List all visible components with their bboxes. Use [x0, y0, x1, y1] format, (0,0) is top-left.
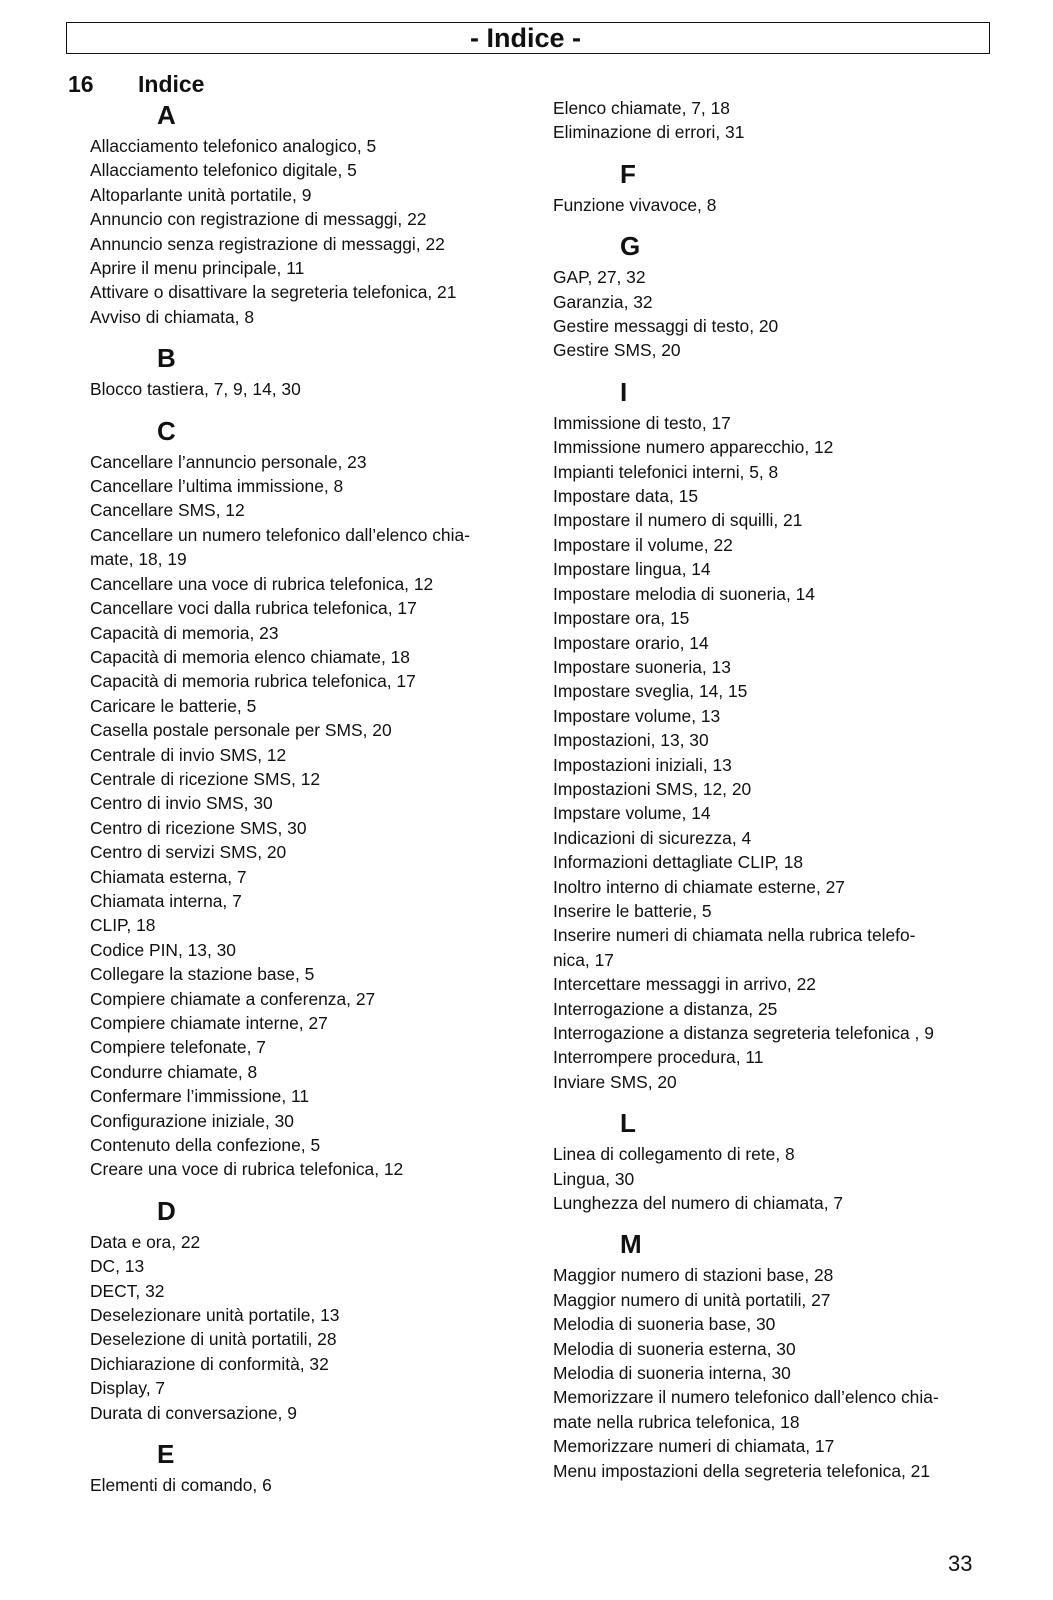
- index-letter-heading: B: [157, 343, 176, 374]
- index-group: [90, 339, 520, 401]
- index-group: [90, 412, 520, 1182]
- index-entry: Capacità di memoria rubrica telefonica, 17: [90, 671, 416, 692]
- index-entry: Cancellare SMS, 12: [90, 500, 245, 521]
- index-entry: DC, 13: [90, 1256, 145, 1277]
- index-entry: Impostare sveglia, 14, 15: [553, 681, 748, 702]
- index-entry: Compiere chiamate interne, 27: [90, 1013, 328, 1033]
- index-letter-heading: C: [157, 415, 176, 446]
- page-number: 33: [948, 1551, 973, 1576]
- index-entry: Lunghezza del numero di chiamata, 7: [553, 1193, 844, 1214]
- index-letter-heading: D: [157, 1195, 176, 1226]
- index-entry: Indicazioni di sicurezza, 4: [553, 827, 752, 848]
- index-entry: Impostare volume, 13: [553, 705, 721, 726]
- index-entry: Impostare il volume, 22: [553, 534, 733, 555]
- index-group: [553, 1104, 993, 1215]
- index-entry: Funzione vivavoce, 8: [553, 194, 717, 215]
- index-entry: Melodia di suoneria interna, 30: [553, 1363, 791, 1384]
- index-letter-heading: M: [620, 1229, 642, 1260]
- index-letter-heading: A: [157, 100, 176, 130]
- index-entry: Inviare SMS, 20: [553, 1071, 677, 1092]
- index-entry: Impstare volume, 14: [553, 803, 711, 824]
- index-entry: Impostazioni, 13, 30: [553, 730, 709, 751]
- index-entry: Menu impostazioni della segreteria telefonica, 21: [553, 1460, 931, 1481]
- header-title: - Indice -: [470, 23, 582, 53]
- index-entry: Capacità di memoria elenco chiamate, 18: [90, 646, 410, 667]
- index-entry: Configurazione iniziale, 30: [90, 1110, 294, 1131]
- index-entry: Intercettare messaggi in arrivo, 22: [553, 974, 816, 995]
- index-letter-heading: L: [620, 1108, 636, 1139]
- index-group: [553, 373, 993, 1094]
- index-entry: Chiamata interna, 7: [90, 890, 242, 911]
- index-group: [90, 1192, 520, 1425]
- index-entry: Impostazioni iniziali, 13: [553, 754, 732, 775]
- index-entry: Linea di collegamento di rete, 8: [553, 1144, 795, 1165]
- index-entry: Condurre chiamate, 8: [90, 1061, 258, 1082]
- index-entry: Eliminazione di errori, 31: [553, 122, 745, 143]
- index-entry: Centro di servizi SMS, 20: [90, 842, 287, 863]
- section-title: Indice: [138, 71, 205, 97]
- index-entry: Melodia di suoneria base, 30: [553, 1314, 776, 1335]
- index-letter-heading: G: [620, 231, 641, 262]
- index-entry: Impianti telefonici interni, 5, 8: [553, 461, 779, 482]
- index-group: [90, 96, 520, 329]
- index-entry: Chiamata esterna, 7: [90, 866, 247, 887]
- index-entry: CLIP, 18: [90, 915, 156, 936]
- index-entry: Annuncio senza registrazione di messaggi, 22: [90, 233, 445, 254]
- index-entry: Collegare la stazione base, 5: [90, 964, 315, 985]
- index-entry: Centro di ricezione SMS, 30: [90, 817, 307, 838]
- index-entry: Interrompere procedura, 11: [553, 1047, 764, 1068]
- index-entry: Garanzia, 32: [553, 291, 653, 312]
- index-entry: Deselezione di unità portatili, 28: [90, 1329, 337, 1350]
- index-entry: [553, 1385, 993, 1434]
- index-entry: Centro di invio SMS, 30: [90, 793, 273, 814]
- index-entry: Confermare l’immissione, 11: [90, 1086, 310, 1107]
- index-entry: Gestire SMS, 20: [553, 340, 681, 361]
- index-entry: Inserire le batterie, 5: [553, 900, 712, 921]
- index-entry: DECT, 32: [90, 1280, 165, 1301]
- index-entry: Impostare lingua, 14: [553, 559, 711, 580]
- index-entry: Allacciamento telefonico analogico, 5: [90, 136, 377, 156]
- index-entry: Melodia di suoneria esterna, 30: [553, 1338, 796, 1359]
- index-entry: Deselezionare unità portatile, 13: [90, 1305, 340, 1326]
- index-group: [553, 155, 993, 217]
- index-entry: Impostare suoneria, 13: [553, 656, 731, 677]
- index-entry: Impostazioni SMS, 12, 20: [553, 778, 752, 799]
- index-column-left: [90, 96, 520, 1498]
- index-entry: Impostare ora, 15: [553, 608, 690, 629]
- index-entry-line: mate nella rubrica telefonica, 18: [553, 1411, 800, 1432]
- index-entry-line: Memorizzare il numero telefonico dall’elenco chia-: [553, 1387, 939, 1408]
- index-entry: Compiere chiamate a conferenza, 27: [90, 988, 376, 1009]
- index-entry: Cancellare voci dalla rubrica telefonica, 17: [90, 598, 417, 619]
- index-entry: Impostare orario, 14: [553, 632, 709, 653]
- index-entry: Impostare melodia di suoneria, 14: [553, 583, 815, 604]
- index-entry: Durata di conversazione, 9: [90, 1402, 297, 1423]
- index-entry-line: Inserire numeri di chiamata nella rubrica telefo-: [553, 925, 916, 946]
- index-entry: [90, 523, 520, 572]
- index-entry: Interrogazione a distanza segreteria telefonica , 9: [553, 1023, 934, 1043]
- index-entry: Gestire messaggi di testo, 20: [553, 316, 779, 337]
- index-group: [553, 227, 993, 363]
- index-entry: Caricare le batterie, 5: [90, 695, 257, 716]
- index-entry: Maggior numero di stazioni base, 28: [553, 1265, 834, 1286]
- index-entry: Display, 7: [90, 1378, 166, 1399]
- index-entry: Lingua, 30: [553, 1168, 635, 1189]
- index-entry: Creare una voce di rubrica telefonica, 12: [90, 1159, 404, 1180]
- index-entry: Casella postale personale per SMS, 20: [90, 720, 392, 741]
- index-entry: Altoparlante unità portatile, 9: [90, 184, 312, 205]
- index-entry: Informazioni dettagliate CLIP, 18: [553, 852, 804, 873]
- index-entry: Immissione di testo, 17: [553, 412, 731, 433]
- index-entry: Allacciamento telefonico digitale, 5: [90, 160, 357, 181]
- index-entry: GAP, 27, 32: [553, 267, 646, 288]
- index-entry: Centrale di ricezione SMS, 12: [90, 768, 321, 789]
- index-entry: Compiere telefonate, 7: [90, 1037, 266, 1058]
- index-entry: Cancellare una voce di rubrica telefonica, 12: [90, 573, 434, 594]
- index-entry: Contenuto della confezione, 5: [90, 1135, 321, 1156]
- index-entry: Centrale di invio SMS, 12: [90, 744, 287, 765]
- index-entry-line: Cancellare un numero telefonico dall’elenco chia-: [90, 524, 470, 545]
- index-entry: Impostare data, 15: [553, 486, 699, 507]
- index-entry: Avviso di chiamata, 8: [90, 306, 255, 327]
- index-entry: Codice PIN, 13, 30: [90, 939, 236, 960]
- index-letter-heading: E: [157, 1439, 175, 1470]
- index-entry-line: nica, 17: [553, 949, 614, 970]
- index-entry: Aprire il menu principale, 11: [90, 258, 305, 279]
- index-entry-line: mate, 18, 19: [90, 549, 187, 570]
- index-entry: Interrogazione a distanza, 25: [553, 998, 778, 1019]
- index-entry: Cancellare l’annuncio personale, 23: [90, 451, 367, 472]
- index-entry: Maggior numero di unità portatili, 27: [553, 1289, 831, 1310]
- index-entry: Memorizzare numeri di chiamata, 17: [553, 1436, 835, 1457]
- index-group: [553, 96, 993, 145]
- index-letter-heading: F: [620, 158, 636, 189]
- index-entry: Inoltro interno di chiamate esterne, 27: [553, 876, 845, 897]
- index-entry: Data e ora, 22: [90, 1231, 201, 1252]
- index-entry: [553, 923, 993, 972]
- index-column-right: [553, 96, 993, 1483]
- index-entry: Cancellare l’ultima immissione, 8: [90, 476, 344, 497]
- index-entry: Blocco tastiera, 7, 9, 14, 30: [90, 379, 301, 400]
- index-entry: Impostare il numero di squilli, 21: [553, 510, 803, 531]
- index-group: [90, 1435, 520, 1497]
- index-entry: Capacità di memoria, 23: [90, 622, 279, 643]
- index-entry: Dichiarazione di conformità, 32: [90, 1353, 329, 1374]
- index-group: [553, 1225, 993, 1483]
- index-entry: Immissione numero apparecchio, 12: [553, 437, 834, 458]
- index-entry: Elementi di comando, 6: [90, 1475, 272, 1496]
- index-letter-heading: I: [620, 376, 628, 407]
- index-entry: Attivare o disattivare la segreteria telefonica, 21: [90, 282, 457, 303]
- section-number: 16: [68, 71, 94, 97]
- index-entry: Annuncio con registrazione di messaggi, 22: [90, 209, 427, 230]
- index-entry: Elenco chiamate, 7, 18: [553, 98, 730, 118]
